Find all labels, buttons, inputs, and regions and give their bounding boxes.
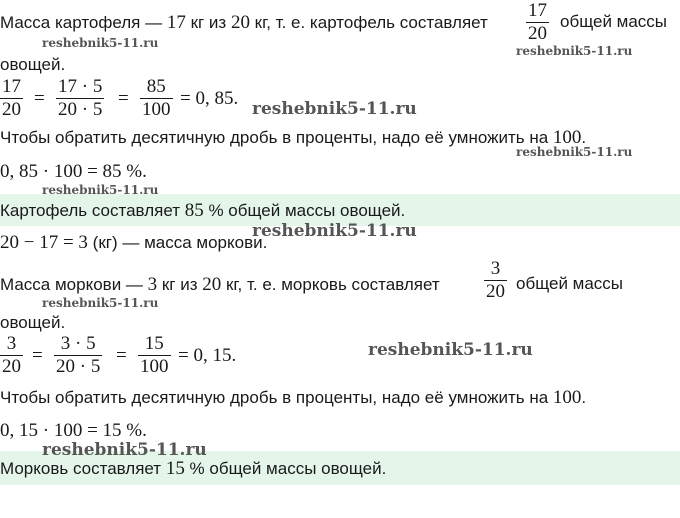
- watermark: reshebnik5-11.ru: [516, 145, 633, 159]
- carrot-rule-text: Чтобы обратить десятичную дробь в проценты, надо её умножить на 100.: [0, 387, 587, 408]
- potato-mass-line-2: овощей.: [0, 55, 66, 74]
- carrot-percent-calc: 0, 15 · 100 = 15 %.: [0, 420, 147, 441]
- watermark: reshebnik5-11.ru: [42, 296, 159, 310]
- watermark: reshebnik5-11.ru: [252, 99, 417, 119]
- watermark: reshebnik5-11.ru: [42, 183, 159, 197]
- potato-share-fraction: 17 20: [528, 0, 547, 45]
- equals-sign: =: [32, 345, 43, 366]
- watermark: reshebnik5-11.ru: [42, 440, 207, 460]
- potato-mass-line: Масса картофеля — 17 кг из 20 кг, т. е. картофель составляет: [0, 12, 488, 33]
- carrot-mass-line-end: общей массы: [516, 274, 624, 293]
- equals-sign: =: [118, 88, 129, 109]
- carrot-eq-fraction-3: 15 100: [140, 333, 169, 378]
- carrot-mass-line: Масса моркови — 3 кг из 20 кг, т. е. морковь составляет: [0, 274, 440, 295]
- watermark: reshebnik5-11.ru: [42, 36, 159, 50]
- carrot-mass-line-2: овощей.: [0, 313, 66, 332]
- carrot-share-fraction: 3 20: [486, 258, 505, 303]
- potato-eq-fraction-2: 17 · 5 20 · 5: [58, 76, 103, 121]
- potato-mass-line-end: общей массы: [560, 12, 668, 31]
- potato-eq-fraction-3: 85 100: [142, 76, 171, 121]
- potato-eq-result: = 0, 85.: [180, 88, 239, 109]
- carrot-mass-calc: 20 − 17 = 3 (кг) — масса моркови.: [0, 232, 268, 253]
- watermark: reshebnik5-11.ru: [516, 44, 633, 58]
- equals-sign: =: [34, 88, 45, 109]
- carrot-answer: Морковь составляет 15 % общей массы овощей.: [0, 458, 387, 479]
- watermark: reshebnik5-11.ru: [252, 221, 417, 241]
- carrot-eq-result: = 0, 15.: [178, 345, 237, 366]
- equals-sign: =: [116, 345, 127, 366]
- watermark: reshebnik5-11.ru: [368, 340, 533, 360]
- potato-percent-calc: 0, 85 · 100 = 85 %.: [0, 161, 147, 182]
- potato-answer: Картофель составляет 85 % общей массы овощей.: [0, 200, 406, 221]
- potato-rule-text: Чтобы обратить десятичную дробь в проценты, надо её умножить на 100.: [0, 127, 587, 148]
- carrot-eq-fraction-2: 3 · 5 20 · 5: [56, 333, 101, 378]
- carrot-eq-fraction-1: 3 20: [2, 333, 21, 378]
- potato-eq-fraction-1: 17 20: [2, 76, 21, 121]
